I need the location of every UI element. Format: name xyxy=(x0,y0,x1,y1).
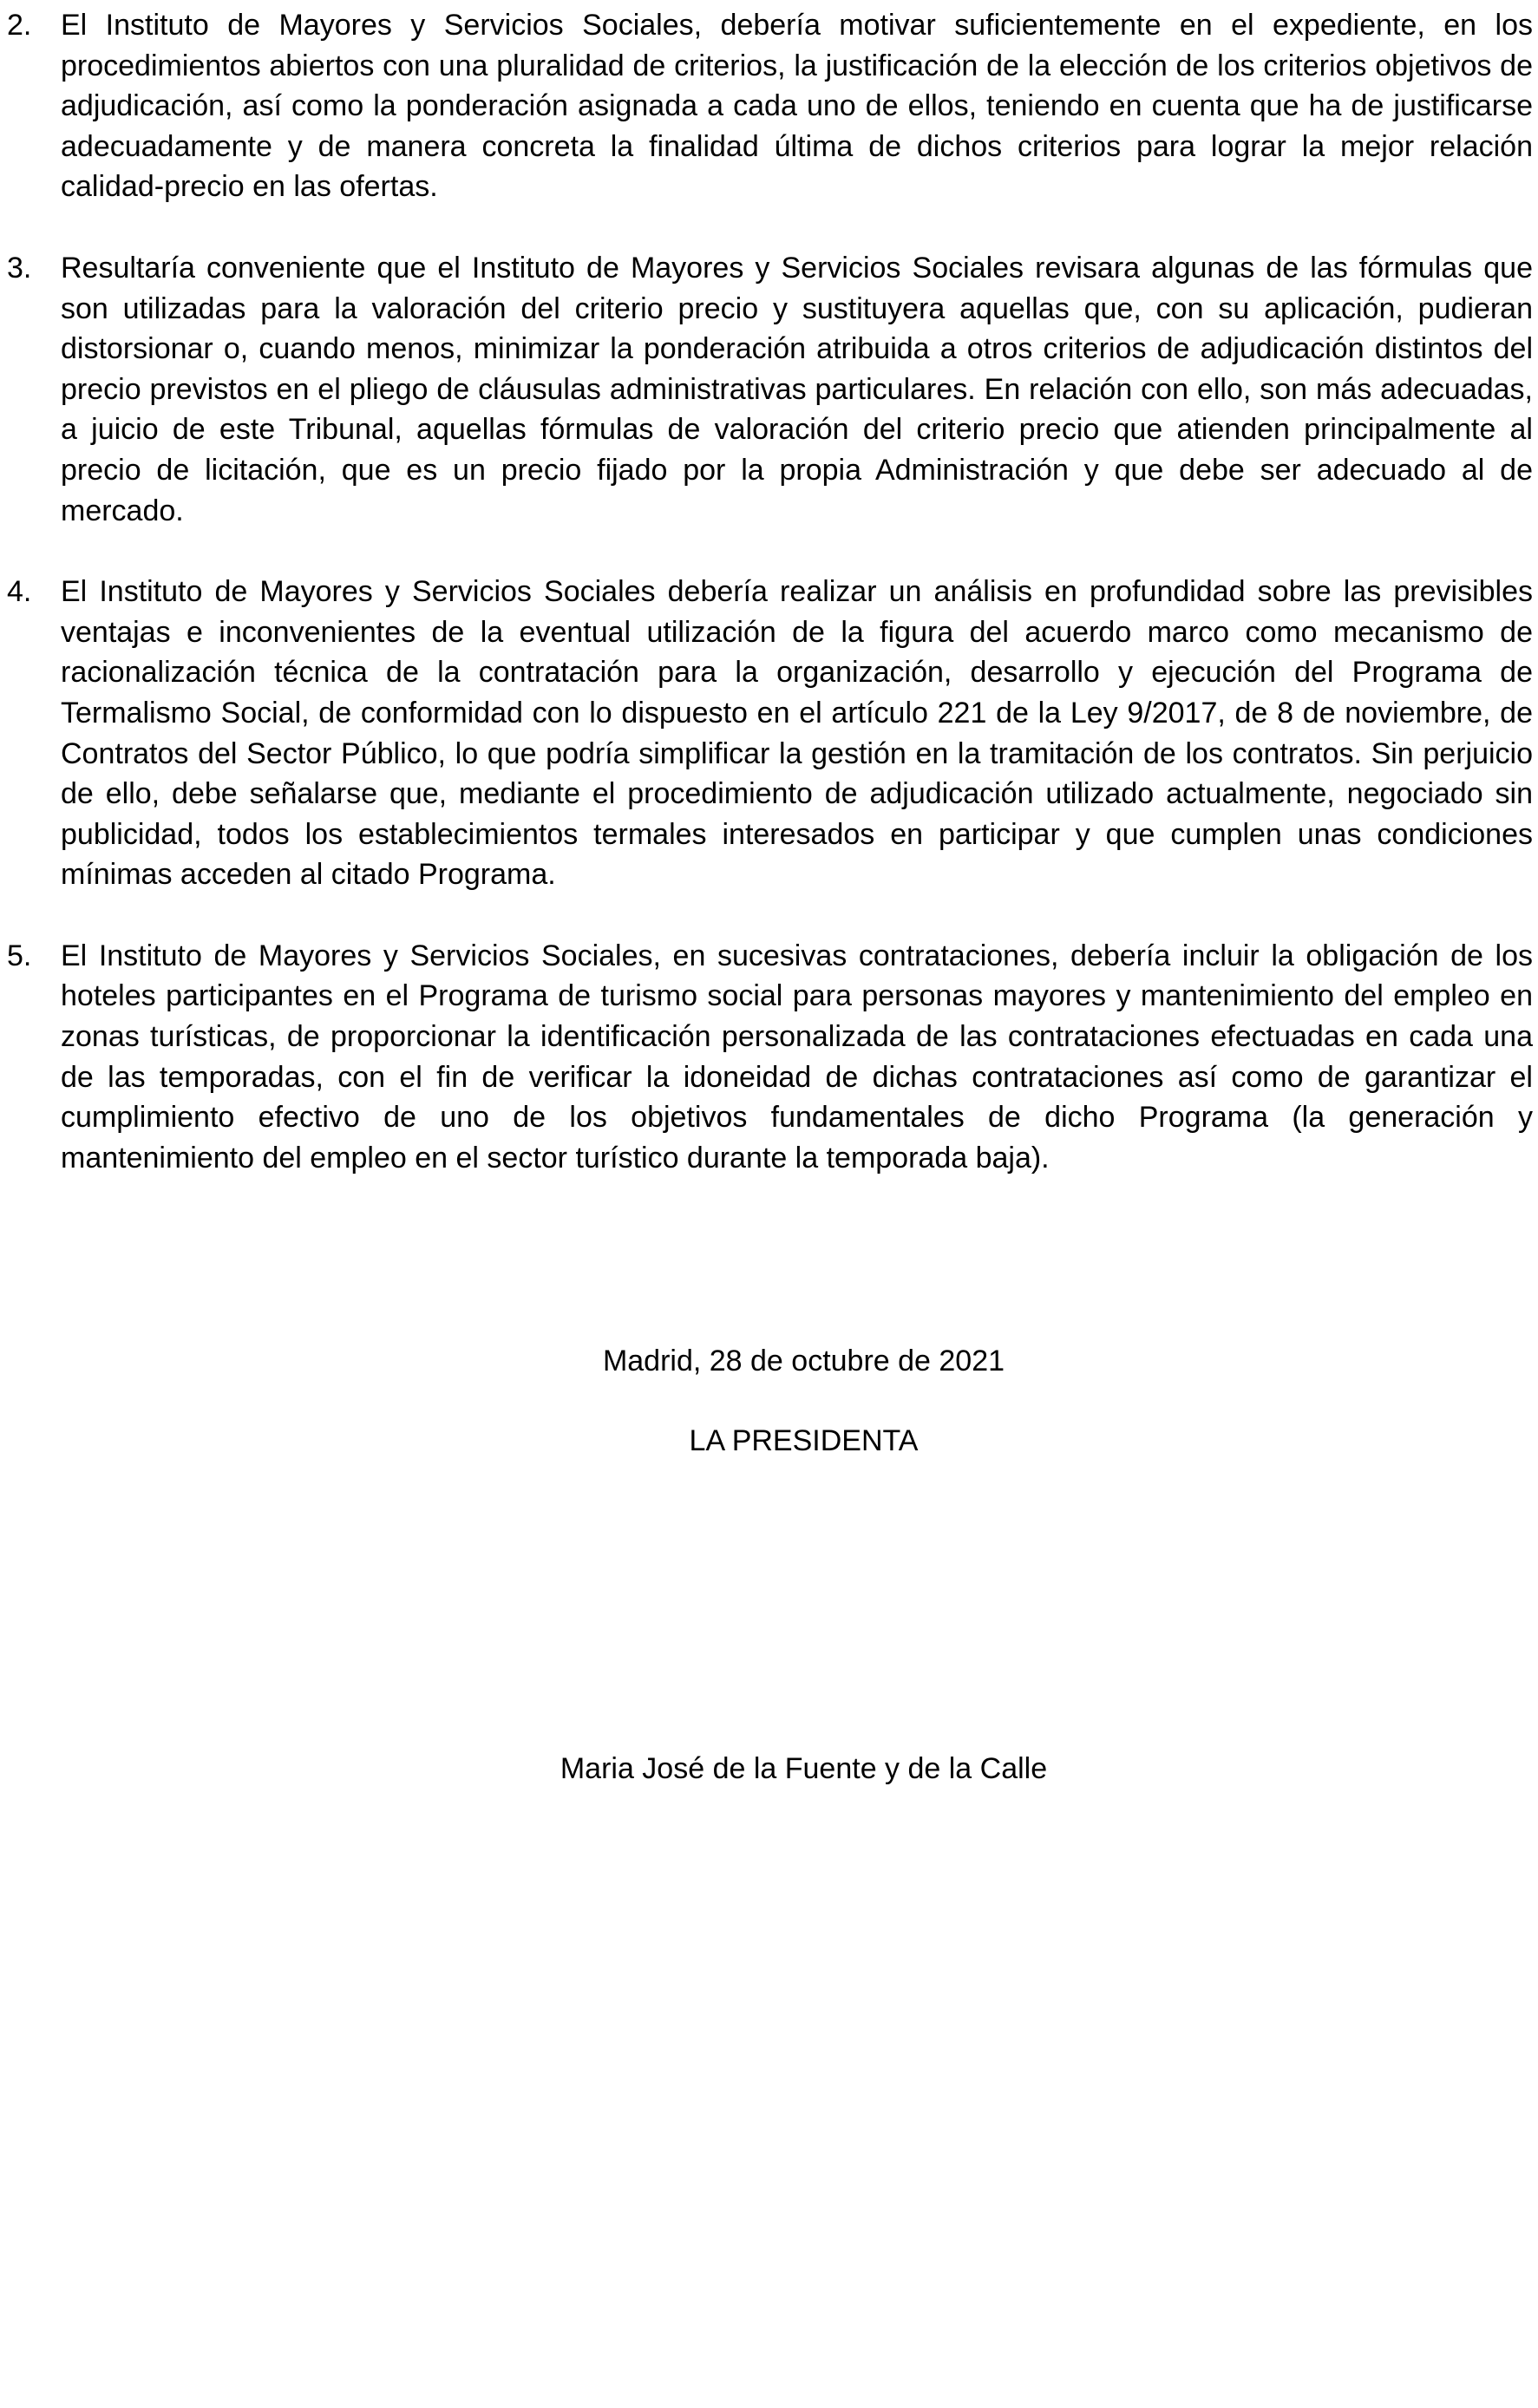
signer-role: LA PRESIDENTA xyxy=(689,1424,919,1457)
recommendation-number: 4. xyxy=(7,575,32,609)
recommendation-number: 3. xyxy=(7,251,32,285)
recommendation-number: 2. xyxy=(7,9,32,42)
recommendation-text: El Instituto de Mayores y Servicios Sociales debería realizar un análisis en profundidad sobre las previsibles ventajas e inconvenientes de la eventual utilización de la figura del acuerdo marco como mecanismo de racionalización técnica de la contratación para la organización, desarrollo y ejecución del Programa de Termalismo Social, de conformidad con lo dispuesto en el artículo 221 de la Ley 9/2017, de 8 de noviembre, de Contratos del Sector Público, lo que podría simplificar la gestión en la tramitación de los contratos. Sin perjuicio de ello, debe señalarse que, mediante el procedimiento de adjudicación utilizado actualmente, negociado sin publicidad, todos los establecimientos termales interesados en participar y que cumplen unas condiciones mínimas acceden al citado Programa. xyxy=(61,575,1533,892)
recommendation-text: El Instituto de Mayores y Servicios Sociales, debería motivar suficientemente en el expediente, en los procedimientos abiertos con una pluralidad de criterios, la justificación de la elección de los criterios objetivos de adjudicación, así como la ponderación asignada a cada uno de ellos, teniendo en cuenta que ha de justificarse adecuadamente y de manera concreta la finalidad última de dichos criterios para lograr la mejor relación calidad-precio en las ofertas. xyxy=(61,9,1533,204)
recommendation-number: 5. xyxy=(7,939,32,972)
signer-name: Maria José de la Fuente y de la Calle xyxy=(560,1752,1048,1785)
recommendation-item xyxy=(0,936,1538,1179)
recommendation-item xyxy=(0,572,1538,895)
place-date: Madrid, 28 de octubre de 2021 xyxy=(602,1345,1005,1377)
recommendation-text: Resultaría conveniente que el Instituto de Mayores y Servicios Sociales revisara algunas de las fórmulas que son utilizadas para la valoración del criterio precio y sustituyera aquellas que, con su aplicación, pudieran distorsionar o, cuando menos, minimizar la ponderación atribuida a otros criterios de adjudicación distintos del precio previstos en el pliego de cláusulas administrativas particulares. En relación con ello, son más adecuadas, a juicio de este Tribunal, aquellas fórmulas de valoración del criterio precio que atienden principalmente al precio de licitación, que es un precio fijado por la propia Administración y que debe ser adecuado al de mercado. xyxy=(61,251,1533,527)
recommendation-item xyxy=(0,5,1538,207)
recommendation-text: El Instituto de Mayores y Servicios Sociales, en sucesivas contrataciones, debería incluir la obligación de los hoteles participantes en el Programa de turismo social para personas mayores y mantenimiento del empleo en zonas turísticas, de proporcionar la identificación personalizada de las contrataciones efectuadas en cada una de las temporadas, con el fin de verificar la idoneidad de dichas contrataciones así como de garantizar el cumplimiento efectivo de uno de los objetivos fundamentales de dicho Programa (la generación y mantenimiento del empleo en el sector turístico durante la temporada baja). xyxy=(61,939,1533,1175)
recommendation-item xyxy=(0,248,1538,531)
recommendations-list xyxy=(0,5,1538,1219)
